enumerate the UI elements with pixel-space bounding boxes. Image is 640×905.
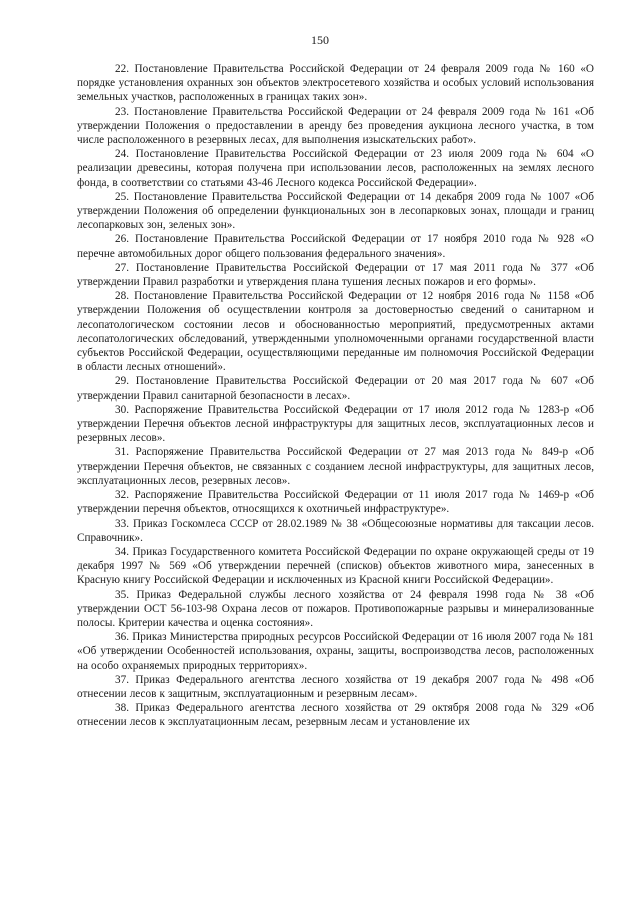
list-item: 23. Постановление Правительства Российской Федерации от 24 февраля 2009 года № 161 «Об утверждении Положения о предоставлении в аренду без проведения аукциона лесного участка, в том числе расположенного в резервных лесах, для выполнения изыскательских работ». xyxy=(77,105,594,147)
page-number: 150 xyxy=(311,33,329,47)
legal-acts-list xyxy=(77,62,594,730)
list-item: 22. Постановление Правительства Российской Федерации от 24 февраля 2009 года № 160 «О порядке установления охранных зон объектов электросетевого хозяйства и особых условий использования земельных участков, расположенных в границах таких зон». xyxy=(77,63,594,104)
list-item: 38. Приказ Федерального агентства лесного хозяйства от 29 октября 2008 года № 329 «Об отнесении лесов к эксплуатационным лесам, резервным лесам и установление их xyxy=(77,702,594,729)
list-item: 37. Приказ Федерального агентства лесного хозяйства от 19 декабря 2007 года № 498 «Об отнесении лесов к защитным, эксплуатационным и резервным лесам». xyxy=(77,673,594,700)
list-item: 26. Постановление Правительства Российской Федерации от 17 ноября 2010 года № 928 «О перечне автомобильных дорог общего пользования федерального значения». xyxy=(77,233,594,260)
list-item: 27. Постановление Правительства Российской Федерации от 17 мая 2011 года № 377 «Об утверждении Правил разработки и утверждения плана тушения лесных пожаров и его формы». xyxy=(77,261,594,289)
list-item: 28. Постановление Правительства Российской Федерации от 12 ноября 2016 года № 1158 «Об утверждении Положения об осуществлении контроля за достоверностью сведений о санитарном и лесопатологическом состоянии лесов и обоснованностью мероприятий, предусмотренных актами лесопатологических обследований, утвержденными уполномоченными органами государственной власти субъектов Российской Федерации, осуществляющими переданные им полномочия Российской Федерации в области лесных отношений». xyxy=(77,290,594,374)
list-item: 30. Распоряжение Правительства Российской Федерации от 17 июля 2012 года № 1283-р «Об утверждении Перечня объектов лесной инфраструктуры для защитных лесов, эксплуатационных лесов и резервных лесов». xyxy=(77,403,594,445)
list-item: 35. Приказ Федеральной службы лесного хозяйства от 24 февраля 1998 года № 38 «Об утверждении ОСТ 56-103-98 Охрана лесов от пожаров. Противопожарные разрывы и минерализованные полосы. Критерии качества и оценка состояния». xyxy=(77,588,594,629)
list-item: 36. Приказ Министерства природных ресурсов Российской Федерации от 16 июля 2007 года № 181 «Об утверждении Особенностей использования, охраны, защиты, воспроизводства лесов, расположенных на особо охраняемых природных территориях». xyxy=(77,631,594,672)
list-item: 32. Распоряжение Правительства Российской Федерации от 11 июля 2017 года № 1469-р «Об утверждении перечня объектов, относящихся к охотничьей инфраструктуре». xyxy=(77,489,594,516)
list-item: 34. Приказ Государственного комитета Российской Федерации по охране окружающей среды от 19 декабря 1997 № 569 «Об утверждении перечней (списков) объектов животного мира, занесенных в Красную книгу Российской Федерации и исключенных из Красной книги Российской Федерации». xyxy=(77,545,594,587)
list-item: 29. Постановление Правительства Российской Федерации от 20 мая 2017 года № 607 «Об утверждении Правил санитарной безопасности в лесах». xyxy=(77,375,594,402)
list-item: 33. Приказ Госкомлеса СССР от 28.02.1989 № 38 «Общесоюзные нормативы для таксации лесов. Справочник». xyxy=(77,517,594,544)
list-item: 25. Постановление Правительства Российской Федерации от 14 декабря 2009 года № 1007 «Об утверждении Положения об определении функциональных зон в лесопарковых зонах, площади и границ лесопарковых зон, зеленых зон». xyxy=(77,190,594,232)
list-item: 31. Распоряжение Правительства Российской Федерации от 27 мая 2013 года № 849-р «Об утверждении Перечня объектов, не связанных с созданием лесной инфраструктуры, для защитных лесов, эксплуатационных лесов, резервных лесов». xyxy=(77,446,594,487)
list-item: 24. Постановление Правительства Российской Федерации от 23 июля 2009 года № 604 «О реализации древесины, которая получена при использовании лесов, расположенных на землях лесного фонда, в соответствии со статьями 43-46 Лесного кодекса Российской Федерации». xyxy=(77,148,594,189)
